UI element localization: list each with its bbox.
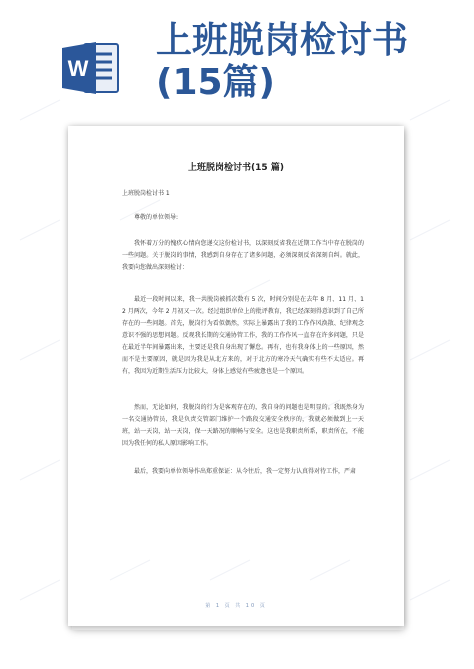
document-title: 上班脱岗检讨书(15 篇) xyxy=(188,163,284,173)
document-subtitle: 上班脱岗检讨书 1 xyxy=(122,190,170,197)
paragraph-3: 然而，无论如何，我脱岗的行为是客观存在的，我自身的问题也是明显的。我既然身为一名交通协管员，我是负责交管部门维护一个路段交通安全秩序的，我就必须做到上一天班，站一天岗，站一天岗，保一天路况的顺畅与安全。这也是我职责所系，职责所在，不能因为我任何的私人原因影响工作。 xyxy=(122,404,364,447)
paragraph-2: 最近一段时间以来，我一共脱岗被抓次数有 5 次，时间分别是在去年 8 月、11 月、12 月两次，今年 2 月初又一次。经过组织单位上的批评教育，我已经深刻得意识到了自己所存在的一些问题。首先，脱岗行为看似偶然，实际上暴露出了我的工作作风涣散、纪律观念意识不强的思想问题。反观我长期的交通协管工作，我的工作作风一直存在许多问题，只是在最近半年间暴露出来，主要还是我自身出现了懈怠。再有，也有我身体上的一些原因，然而不是主要原因，就是因为我是从北方来的，对于北方的寒冷天气确实有些不太适应。再有，我因为近期生活压力比较大，身体上感觉有些疲惫也是一个原因。 xyxy=(122,296,364,375)
salutation: 尊敬的单位领导: xyxy=(134,214,179,221)
document-page xyxy=(68,126,404,626)
paragraph-4: 最后，我要向单位领导作出郑重保证：从今往后，我一定努力认真得对待工作，严肃 xyxy=(134,468,357,475)
logo-letter: W xyxy=(67,56,89,81)
word-document-icon xyxy=(62,40,120,96)
header xyxy=(0,0,474,118)
page-indicator: 第 1 页 共 10 页 xyxy=(205,603,267,609)
paragraph-1: 我怀着万分的愧疚心情向您递交这份检讨书，以深刻反省我在近期工作当中存在脱岗的一些问题。关于脱岗的事情，我感到自身存在了诸多问题，必须深刻反省深刻自纠。就此，我要向您做出深刻检讨： xyxy=(122,240,364,271)
page-title: 上班脱岗检讨书(15篇) xyxy=(156,20,409,103)
